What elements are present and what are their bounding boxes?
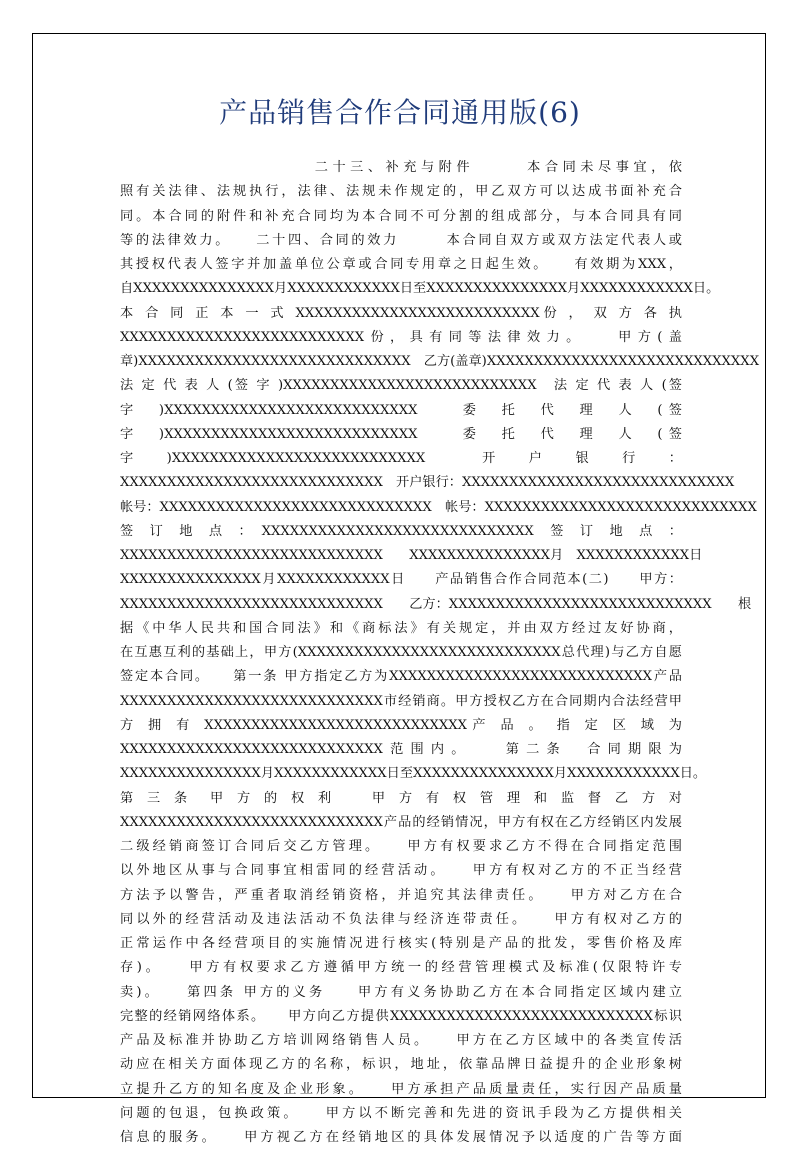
text-line: 方法予以警告，严重者取消经销资格，并追究其法律责任。 甲方对乙方在合 [120,887,682,903]
text-line: 签定本合同。 第一条 甲方指定乙方为XXXXXXXXXXXXXXXXXXXXXXXXXXXX产品 [120,669,682,685]
text-line: 等的法律效力。 二十四、合同的效力 本合同自双方或双方法定代表人或 [120,232,682,248]
text-line: 字 )XXXXXXXXXXXXXXXXXXXXXXXXXXX 委 托 代 理 人 (签 [120,402,682,418]
text-line: 字 )XXXXXXXXXXXXXXXXXXXXXXXXXXX 委 托 代 理 人 (签 [120,426,682,442]
document-title: 产品销售合作合同通用版(6) [219,96,581,129]
text-line: 正常运作中各经营项目的实施情况进行核实(特别是产品的批发，零售价格及库 [120,936,682,951]
text-line: 同以外的经营活动及违法活动不负法律与经济连带责任。 甲方有权对乙方的 [120,911,682,927]
text-line: 同。本合同的附件和补充合同均为本合同不可分割的组成部分，与本合同具有同 [120,208,682,224]
text-line: 方 拥 有 XXXXXXXXXXXXXXXXXXXXXXXXXXXX产 品 。 指 定 区 域 为 [120,717,682,733]
text-line: 在互惠互利的基础上，甲方(XXXXXXXXXXXXXXXXXXXXXXXXXXXX总代理)与乙方自愿 [120,645,682,660]
text-line: 签 订 地 点 ： XXXXXXXXXXXXXXXXXXXXXXXXXXXXX 签 订 地 点 ： [120,523,682,539]
text-line: XXXXXXXXXXXXXXXXXXXXXXXXXXXX市经销商。甲方授权乙方在合同期内合法经营甲 [120,693,682,709]
text-line: XXXXXXXXXXXXXXXXXXXXXXXXXXXX 开户银行：XXXXXXXXXXXXXXXXXXXXXXXXXXXXX [120,475,735,491]
text-line: 卖)。 第四条 甲方的义务 甲方有义务协助乙方在本合同指定区域内建立 [120,984,682,1000]
text-line: 字 )XXXXXXXXXXXXXXXXXXXXXXXXXXX 开 户 银 行 ： [120,451,682,466]
text-line: XXXXXXXXXXXXXXXXXXXXXXXXXXXX范围内。 第二条 合同期限为 [120,742,682,757]
text-line: 第 三 条 甲 方 的 权 利 甲 方 有 权 管 理 和 监 督 乙 方 对 [120,790,682,806]
text-line: 问题的包退，包换政策。 甲方以不断完善和先进的资讯手段为乙方提供相关 [120,1105,682,1121]
text-line: 产品及标准并协助乙方培训网络销售人员。 甲方在乙方区域中的各类宣传活 [120,1033,682,1048]
text-line: 立提升乙方的知名度及企业形象。 甲方承担产品质量责任，实行因产品质量 [120,1081,682,1097]
text-line: 完整的经销网络体系。 甲方向乙方提供XXXXXXXXXXXXXXXXXXXXXXXXXXXX标识 [120,1008,682,1024]
text-line: XXXXXXXXXXXXXXXXXXXXXXXXXXXX XXXXXXXXXXXXXXX月 XXXXXXXXXXXX日 [120,548,703,563]
text-line: XXXXXXXXXXXXXXX月XXXXXXXXXXXX日 产品销售合作合同范本(二) 甲方： [120,572,682,588]
text-line: 据《中华人民共和国合同法》和《商标法》有关规定，并由双方经过友好协商， [120,620,682,636]
text-line: 本 合 同 正 本 一 式 XXXXXXXXXXXXXXXXXXXXXXXXXX份 ， 双 方 各 执 [120,305,682,321]
text-line: XXXXXXXXXXXXXXXXXXXXXXXXXXXX产品的经销情况，甲方有权在乙方经销区内发展 [120,814,682,830]
text-line: XXXXXXXXXXXXXXXXXXXXXXXXXX份，具有同等法律效力。 甲方(盖 [120,329,682,345]
text-line: 章)XXXXXXXXXXXXXXXXXXXXXXXXXXXXX 乙方(盖章)XXXXXXXXXXXXXXXXXXXXXXXXXXXXX [120,354,760,369]
document-body [120,156,760,1150]
text-line: 二十三、补充与附件 本合同未尽事宜，依 [120,160,682,175]
text-line: 存)。 甲方有权要求乙方遵循甲方统一的经营管理模式及标准(仅限特许专 [120,960,682,976]
text-line: 信息的服务。 甲方视乙方在经销地区的具体发展情况予以适度的广告等方面 [120,1130,682,1145]
text-line: 自XXXXXXXXXXXXXXX月XXXXXXXXXXXX日至XXXXXXXXXXXXXXX月XXXXXXXXXXXX日。 [120,281,720,297]
text-line: XXXXXXXXXXXXXXXXXXXXXXXXXXXX 乙方：XXXXXXXXXXXXXXXXXXXXXXXXXXXX 根 [120,596,752,612]
text-line: 二级经销商签订合同后交乙方管理。 甲方有权要求乙方不得在合同指定范围 [120,839,682,854]
text-line: 法 定 代 表 人 (签 字 )XXXXXXXXXXXXXXXXXXXXXXXXXXX 法 定 代 表 人 (签 [120,378,682,394]
text-line: 其授权代表人签字并加盖单位公章或合同专用章之日起生效。 有效期为XXX， [120,257,682,272]
text-line: 以外地区从事与合同事宜相雷同的经营活动。 甲方有权对乙方的不正当经营 [120,863,682,879]
text-line: XXXXXXXXXXXXXXX月XXXXXXXXXXXX日至XXXXXXXXXXXXXXX月XXXXXXXXXXXX日。 [120,766,707,782]
text-line: 动应在相关方面体现乙方的名称，标识，地址，依靠品牌日益提升的企业形象树 [120,1057,682,1073]
text-line: 照有关法律、法规执行，法律、法规未作规定的，甲乙双方可以达成书面补充合 [120,184,682,200]
text-line: 帐号：XXXXXXXXXXXXXXXXXXXXXXXXXXXXX 帐号：XXXXXXXXXXXXXXXXXXXXXXXXXXXXX [120,499,757,515]
